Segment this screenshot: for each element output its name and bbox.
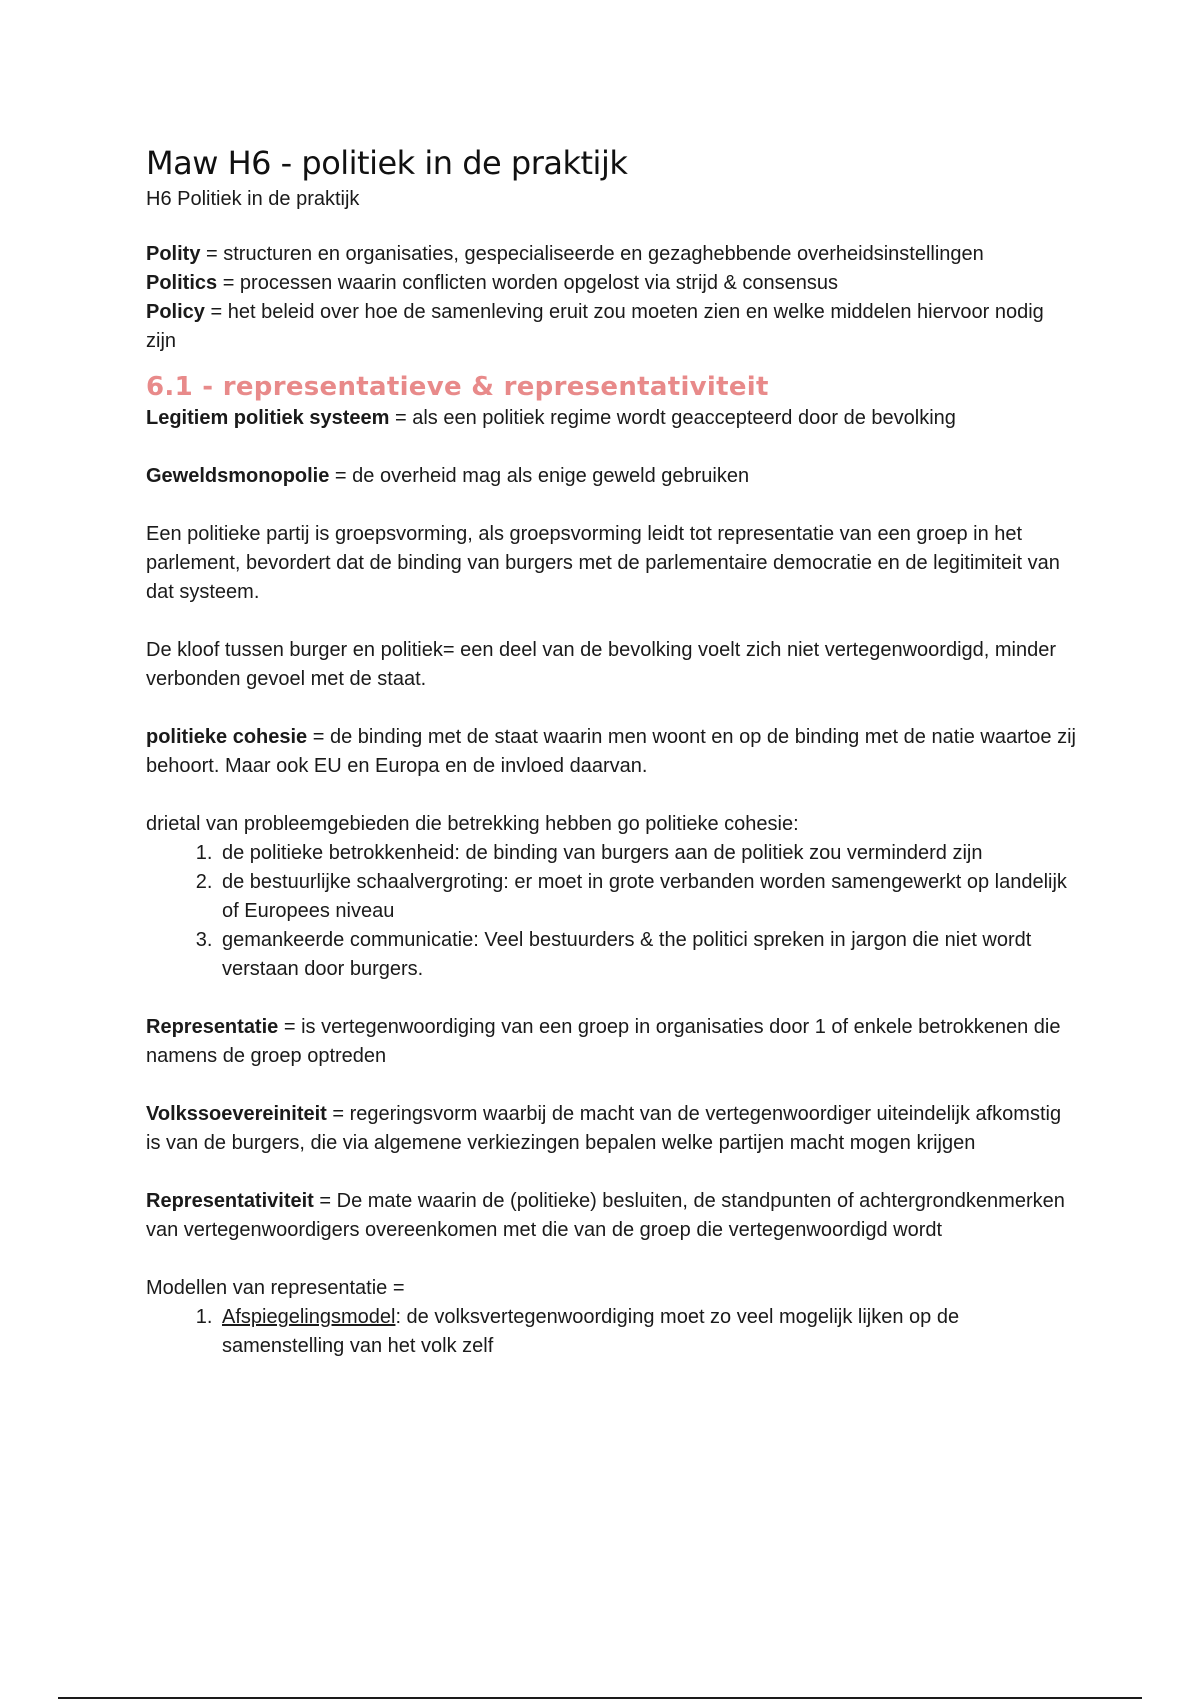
list-item: 3. gemankeerde communicatie: Veel bestuurders & the politici spreken in jargon die niet wordt verstaan door burgers. xyxy=(218,926,1076,984)
definition-legitiem: Legitiem politiek systeem = als een politiek regime wordt geaccepteerd door de bevolking xyxy=(146,407,956,429)
document-page xyxy=(146,140,1076,1361)
definition-policy: Policy = het beleid over hoe de samenleving eruit zou moeten zien en welke middelen hiervoor nodig zijn xyxy=(146,301,1044,352)
term-policy: Policy xyxy=(146,301,205,323)
document-title: Maw H6 - politiek in de praktijk xyxy=(146,144,628,182)
definition-volkssoevereiniteit: Volkssoevereiniteit = regeringsvorm waarbij de macht van de vertegenwoordiger uiteindelijk afkomstig is van de burgers, die via algemene verkiezingen bepalen welke partijen macht mogen krijgen xyxy=(146,1103,1062,1154)
term-polity: Polity xyxy=(146,243,201,265)
paragraph-partij: Een politieke partij is groepsvorming, als groepsvorming leidt tot representatie van een groep in het parlement, bevordert dat de binding van burgers met de parlementaire democratie en de legitimiteit van dat systeem. xyxy=(146,523,1060,603)
drietal-list xyxy=(146,839,1076,984)
definition-representatie: Representatie = is vertegenwoordiging van een groep in organisaties door 1 of enkele betrokkenen die namens de groep optreden xyxy=(146,1016,1061,1067)
definition-polity: Polity = structuren en organisaties, gespecialiseerde en gezaghebbende overheidsinstellingen xyxy=(146,243,984,265)
footer-divider xyxy=(58,1697,1142,1699)
definition-politics: Politics = processen waarin conflicten worden opgelost via strijd & consensus xyxy=(146,272,839,294)
list-item: 2. de bestuurlijke schaalvergroting: er moet in grote verbanden worden samengewerkt op landelijk of Europees niveau xyxy=(218,868,1076,926)
modellen-intro: Modellen van representatie = xyxy=(146,1277,405,1299)
list-item: 1. de politieke betrokkenheid: de binding van burgers aan de politiek zou verminderd zijn xyxy=(218,839,1076,868)
modellen-list xyxy=(146,1303,1076,1361)
definition-cohesie: politieke cohesie = de binding met de staat waarin men woont en op de binding met de natie waartoe zij behoort. Maar ook EU en Europa en de invloed daarvan. xyxy=(146,726,1076,777)
section-heading: 6.1 - representatieve & representativiteit xyxy=(146,372,769,402)
paragraph-kloof: De kloof tussen burger en politiek= een deel van de bevolking voelt zich niet vertegenwoordigd, minder verbonden gevoel met de staat. xyxy=(146,639,1056,690)
drietal-intro: drietal van probleemgebieden die betrekking hebben go politieke cohesie: xyxy=(146,813,799,835)
document-subtitle: H6 Politiek in de praktijk xyxy=(146,188,360,210)
list-item: 1. Afspiegelingsmodel: de volksvertegenwoordiging moet zo veel mogelijk lijken op de samenstelling van het volk zelf xyxy=(218,1303,1076,1361)
term-politics: Politics xyxy=(146,272,218,294)
term-afspiegelingsmodel: Afspiegelingsmodel xyxy=(222,1306,396,1328)
definition-representativiteit: Representativiteit = De mate waarin de (politieke) besluiten, de standpunten of achtergrondkenmerken van vertegenwoordigers overeenkomen met die van de groep die vertegenwoordigd wordt xyxy=(146,1190,1065,1241)
definition-geweldsmonopolie: Geweldsmonopolie = de overheid mag als enige geweld gebruiken xyxy=(146,465,750,487)
